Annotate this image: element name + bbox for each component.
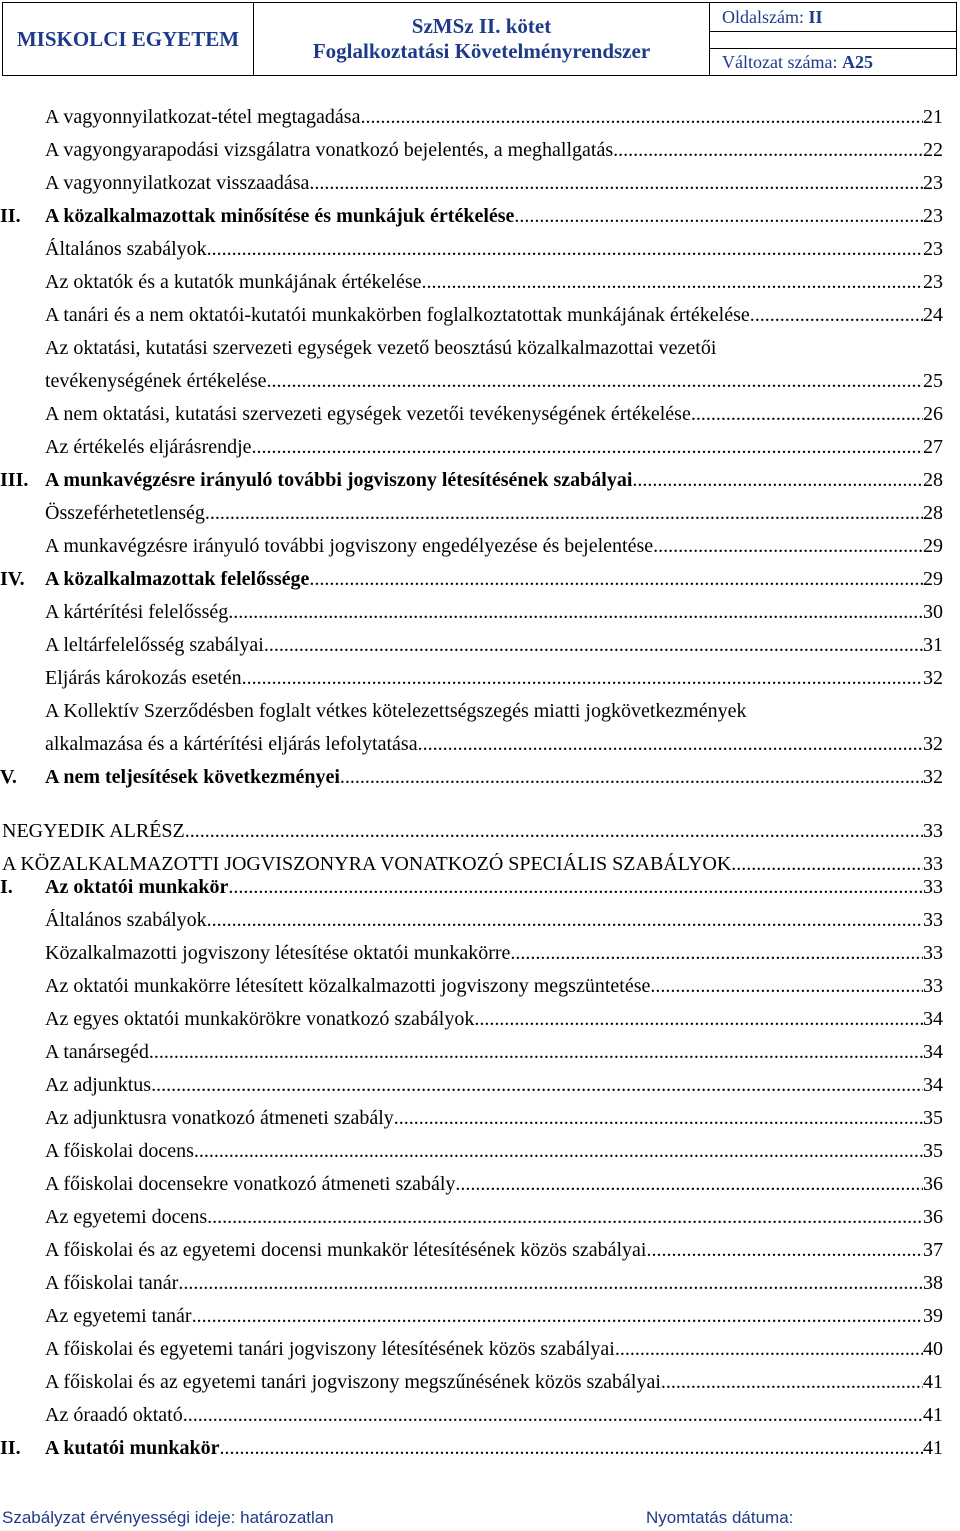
toc-entry[interactable] (45, 139, 943, 161)
toc-entry-title: A közalkalmazottak minősítése és munkájuk értékelése (45, 205, 515, 227)
toc-entry-title: Általános szabályok (45, 909, 207, 931)
toc-dot-leader (183, 1404, 923, 1426)
toc-entry[interactable] (45, 238, 943, 260)
toc-entry[interactable] (0, 568, 943, 590)
toc-dot-leader (242, 667, 923, 689)
toc-entry-number: II. (0, 205, 21, 227)
toc-dot-leader (207, 238, 923, 260)
toc-dot-leader (394, 1107, 923, 1129)
toc-entry-page: 32 (923, 733, 943, 755)
version-label: Változat száma: (722, 52, 838, 72)
toc-dot-leader (207, 1206, 923, 1228)
meta-spacer (710, 32, 956, 49)
toc-entry-page: 21 (923, 106, 943, 128)
footer-validity: Szabályzat érvényességi ideje: határozatlan (2, 1508, 334, 1527)
toc-dot-leader (267, 370, 923, 392)
toc-dot-leader (455, 1173, 923, 1195)
toc-dot-leader (510, 942, 923, 964)
toc-entry[interactable] (45, 1305, 943, 1327)
toc-entry[interactable] (45, 535, 943, 557)
toc-entry-title: Az egyetemi docens (45, 1206, 208, 1228)
toc-dot-leader (360, 106, 923, 128)
toc-entry-title: A nem oktatási, kutatási szervezeti egységek vezetői tevékenységének értékelése (45, 403, 691, 425)
toc-entry-title: Az adjunktusra vonatkozó átmeneti szabály (45, 1107, 394, 1129)
toc-entry-title: A közalkalmazottak felelőssége (45, 568, 310, 590)
toc-dot-leader (252, 436, 923, 458)
toc-entry-page: 23 (923, 205, 943, 227)
toc-dot-leader (650, 975, 923, 997)
toc-entry-page: 34 (923, 1074, 943, 1096)
toc-entry-page: 34 (923, 1041, 943, 1063)
toc-entry-page: 38 (923, 1272, 943, 1294)
toc-entry-page: 24 (923, 304, 943, 326)
toc-entry-number: I. (0, 876, 13, 898)
toc-entry-page: 32 (923, 667, 943, 689)
toc-entry[interactable] (45, 436, 943, 458)
toc-dot-leader (192, 1305, 923, 1327)
toc-entry[interactable] (45, 634, 943, 656)
institution-name: MISKOLCI EGYETEM (3, 3, 254, 75)
document-meta (710, 3, 956, 75)
toc-entry-title: A nem teljesítések következményei (45, 766, 340, 788)
toc-entry-title: Összeférhetetlenség (45, 502, 205, 524)
toc-entry[interactable] (0, 469, 943, 491)
toc-entry-page: 39 (923, 1305, 943, 1327)
toc-dot-leader (615, 1338, 923, 1360)
toc-entry-page: 32 (923, 766, 943, 788)
toc-entry-page: 33 (923, 876, 943, 898)
toc-dot-leader (750, 304, 923, 326)
toc-entry[interactable] (0, 1437, 943, 1459)
toc-entry-title: A főiskolai és az egyetemi docensi munkakör létesítésének közös szabályai (45, 1239, 647, 1261)
toc-dot-leader (340, 766, 923, 788)
toc-entry-title: A főiskolai és az egyetemi tanári jogviszony megszűnésének közös szabályai (45, 1371, 661, 1393)
toc-entry-page: 41 (923, 1437, 943, 1459)
toc-entry-title: A főiskolai docens (45, 1140, 194, 1162)
toc-entry-title: tevékenységének értékelése (45, 370, 267, 392)
toc-entry[interactable] (45, 975, 943, 997)
toc-entry-title: A főiskolai docensekre vonatkozó átmeneti szabály (45, 1173, 456, 1195)
toc-entry-title: A vagyonnyilatkozat visszaadása (45, 172, 310, 194)
toc-entry[interactable] (45, 106, 943, 128)
toc-entry-title: Az egyes oktatói munkakörökre vonatkozó szabályok (45, 1008, 475, 1030)
toc-entry[interactable] (45, 909, 943, 931)
toc-dot-leader (691, 403, 923, 425)
toc-entry[interactable] (45, 667, 943, 689)
toc-entry[interactable] (45, 1371, 943, 1393)
toc-entry-number: V. (0, 766, 17, 788)
toc-entry-page: 36 (923, 1173, 943, 1195)
toc-entry-title: A tanári és a nem oktatói-kutatói munkakörben foglalkoztatottak munkájának értékelése (45, 304, 750, 326)
footer-print-date: Nyomtatás dátuma: (646, 1508, 794, 1527)
toc-dot-leader (228, 876, 923, 898)
toc-dot-leader (309, 172, 923, 194)
toc-entry[interactable] (45, 304, 943, 326)
toc-dot-leader (205, 502, 923, 524)
toc-entry-title: Általános szabályok (45, 238, 207, 260)
toc-entry-page: 37 (923, 1239, 943, 1261)
toc-dot-leader (149, 1041, 923, 1063)
toc-entry[interactable] (45, 1107, 943, 1129)
toc-entry-title: A tanársegéd (45, 1041, 149, 1063)
toc-entry-number: IV. (0, 568, 25, 590)
toc-dot-leader (178, 1272, 923, 1294)
toc-entry-page: 23 (923, 271, 943, 293)
toc-entry-page: 25 (923, 370, 943, 392)
toc-dot-leader (514, 205, 923, 227)
toc-entry-title: Az adjunktus (45, 1074, 152, 1096)
toc-entry-title: Az oktatói munkakörre létesített közalkalmazotti jogviszony megszüntetése (45, 975, 651, 997)
toc-entry-page: 28 (923, 469, 943, 491)
toc-entry-page: 36 (923, 1206, 943, 1228)
toc-entry[interactable] (2, 820, 943, 842)
toc-entry-page: 33 (923, 942, 943, 964)
toc-dot-leader (220, 1437, 924, 1459)
toc-entry[interactable] (45, 1140, 943, 1162)
toc-entry[interactable] (45, 1041, 943, 1063)
toc-dot-leader (653, 535, 923, 557)
toc-entry-page: 33 (923, 909, 943, 931)
page-number-value: II (808, 7, 823, 27)
toc-entry-title: Az oktatói munkakör (45, 876, 229, 898)
toc-entry[interactable] (0, 876, 943, 898)
toc-entry-page: 30 (923, 601, 943, 623)
page-number-label: Oldalszám: (722, 7, 804, 27)
toc-dot-leader (632, 469, 923, 491)
toc-dot-leader (422, 271, 923, 293)
toc-entry-title: A főiskolai és egyetemi tanári jogviszony létesítésének közös szabályai (45, 1338, 615, 1360)
toc-entry-page: 29 (923, 568, 943, 590)
toc-entry-page: 23 (923, 238, 943, 260)
toc-entry-page: 31 (923, 634, 943, 656)
toc-entry[interactable] (45, 502, 943, 524)
toc-entry[interactable] (45, 733, 943, 755)
toc-dot-leader (661, 1371, 923, 1393)
toc-dot-leader (194, 1140, 923, 1162)
toc-dot-leader (418, 733, 923, 755)
toc-entry-page: 28 (923, 502, 943, 524)
toc-entry[interactable] (45, 172, 943, 194)
toc-entry-title: A kártérítési felelősség (45, 601, 229, 623)
toc-entry-page: 26 (923, 403, 943, 425)
toc-entry[interactable] (0, 205, 943, 227)
toc-dot-leader (207, 909, 923, 931)
toc-dot-leader (151, 1074, 923, 1096)
toc-entry-page: 23 (923, 172, 943, 194)
toc-entry-page: 29 (923, 535, 943, 557)
toc-entry[interactable] (45, 1173, 943, 1195)
toc-entry-text-line1: Az oktatási, kutatási szervezeti egységek vezető beosztású közalkalmazottai vezetői (45, 337, 717, 359)
toc-entry-number: II. (0, 1437, 21, 1459)
toc-entry[interactable] (45, 1239, 943, 1261)
toc-entry-page: 41 (923, 1404, 943, 1426)
toc-entry-page: 40 (923, 1338, 943, 1360)
page-number-cell (710, 3, 956, 32)
toc-entry[interactable] (45, 1338, 943, 1360)
toc-entry-page: 33 (923, 853, 943, 875)
toc-entry[interactable] (45, 1074, 943, 1096)
toc-dot-leader (731, 853, 923, 875)
toc-entry[interactable] (45, 370, 943, 392)
toc-entry-title: Az egyetemi tanár (45, 1305, 192, 1327)
document-header (2, 2, 957, 76)
toc-dot-leader (185, 820, 923, 842)
toc-entry-title: A vagyongyarapodási vizsgálatra vonatkozó bejelentés, a meghallgatás (45, 139, 614, 161)
toc-dot-leader (474, 1008, 923, 1030)
toc-entry[interactable] (45, 403, 943, 425)
toc-entry[interactable] (45, 1008, 943, 1030)
toc-entry-page: 22 (923, 139, 943, 161)
toc-entry-page: 34 (923, 1008, 943, 1030)
toc-entry-title: A munkavégzésre irányuló további jogviszony engedélyezése és bejelentése (45, 535, 654, 557)
toc-entry-title: A főiskolai tanár (45, 1272, 179, 1294)
toc-dot-leader (264, 634, 923, 656)
toc-dot-leader (228, 601, 923, 623)
version-cell (710, 49, 956, 75)
toc-entry-page: 33 (923, 820, 943, 842)
toc-entry[interactable] (0, 766, 943, 788)
toc-entry-text-line1: A Kollektív Szerződésben foglalt vétkes kötelezettségszegés miatti jogkövetkezmények (45, 700, 747, 722)
toc-entry-title: Közalkalmazotti jogviszony létesítése oktatói munkakörre (45, 942, 511, 964)
toc-dot-leader (309, 568, 923, 590)
toc-entry-title: Az óraadó oktató (45, 1404, 183, 1426)
toc-entry-title: A vagyonnyilatkozat-tétel megtagadása (45, 106, 361, 128)
toc-entry-title: Az oktatók és a kutatók munkájának értékelése (45, 271, 422, 293)
toc-entry[interactable] (45, 601, 943, 623)
document-title-line2: Foglalkoztatási Követelményrendszer (312, 39, 651, 63)
toc-entry-title: A kutatói munkakör (45, 1437, 220, 1459)
toc-entry-page: 35 (923, 1107, 943, 1129)
toc-entry-title: A KÖZALKALMAZOTTI JOGVISZONYRA VONATKOZÓ SPECIÁLIS SZABÁLYOK (2, 853, 732, 875)
toc-entry-page: 41 (923, 1371, 943, 1393)
toc-entry-title: Eljárás károkozás esetén (45, 667, 242, 689)
toc-entry-number: III. (0, 469, 29, 491)
toc-entry-title: A leltárfelelősség szabályai (45, 634, 264, 656)
document-title (254, 3, 710, 75)
toc-entry[interactable] (45, 271, 943, 293)
toc-entry[interactable] (45, 942, 943, 964)
toc-dot-leader (613, 139, 923, 161)
toc-entry-title: alkalmazása és a kártérítési eljárás lefolytatása (45, 733, 418, 755)
document-title-line1: SzMSz II. kötet (411, 14, 552, 38)
toc-entry[interactable] (2, 853, 943, 875)
toc-entry-page: 33 (923, 975, 943, 997)
version-value: A25 (841, 52, 873, 72)
toc-entry[interactable] (45, 1206, 943, 1228)
toc-entry[interactable] (45, 1404, 943, 1426)
toc-entry-title: NEGYEDIK ALRÉSZ (2, 820, 185, 842)
toc-entry-page: 27 (923, 436, 943, 458)
toc-entry-page: 35 (923, 1140, 943, 1162)
toc-entry-title: Az értékelés eljárásrendje (45, 436, 252, 458)
toc-entry-title: A munkavégzésre irányuló további jogviszony létesítésének szabályai (45, 469, 633, 491)
toc-dot-leader (646, 1239, 923, 1261)
toc-entry[interactable] (45, 1272, 943, 1294)
